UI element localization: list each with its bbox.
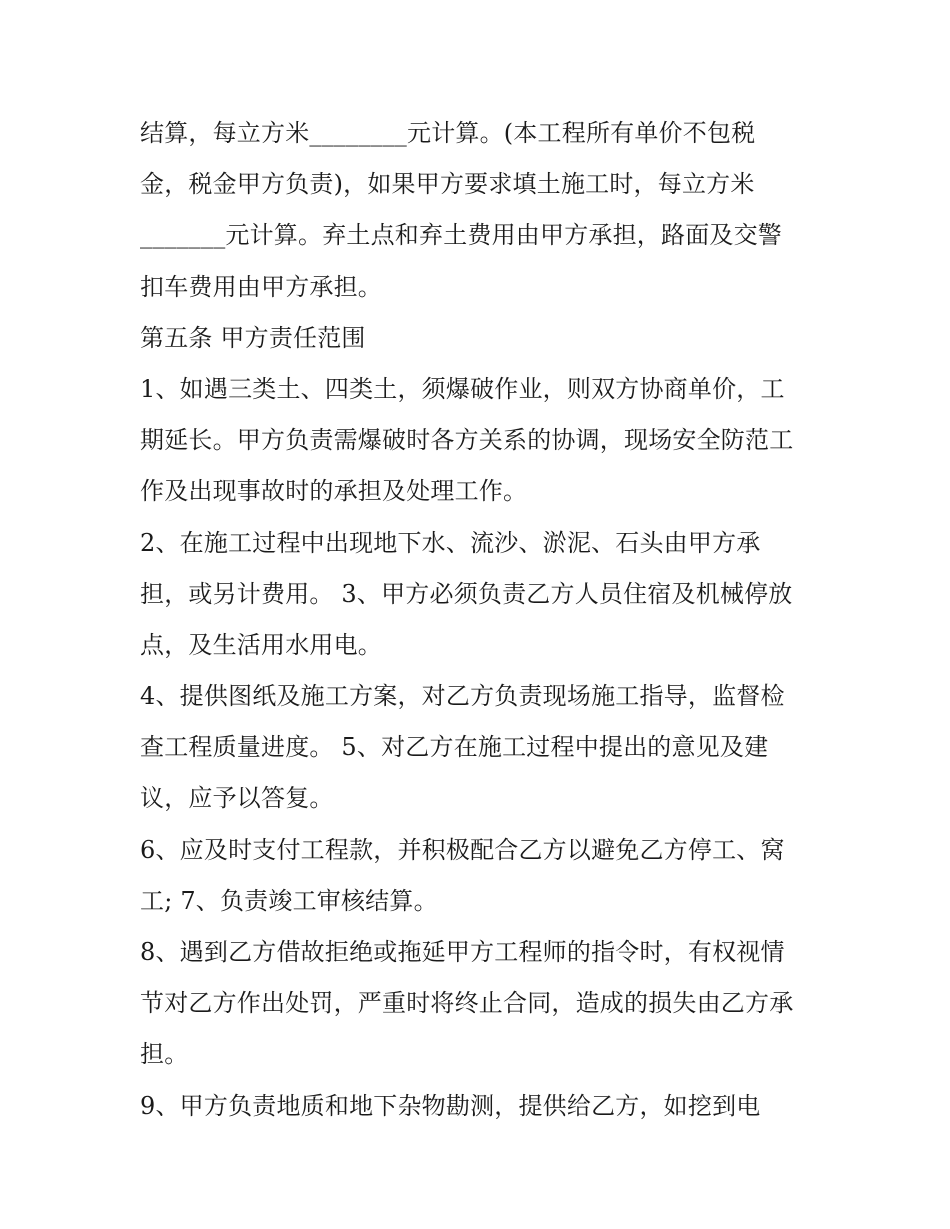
section-heading: 第五条 甲方责任范围 <box>140 323 366 352</box>
text-line: 期延长。甲方负责需爆破时各方关系的协调，现场安全防范工 <box>140 426 794 455</box>
text-line: 担，或另计费用。 3、甲方必须负责乙方人员住宿及机械停放 <box>140 579 793 608</box>
text-line: 节对乙方作出处罚，严重时将终止合同，造成的损失由乙方承 <box>140 989 794 1018</box>
text-line: 担。 <box>140 1040 189 1069</box>
text-line: 结算，每立方米________元计算。(本工程所有单价不包税 <box>140 119 756 147</box>
text-line: 扣车费用由甲方承担。 <box>140 272 382 301</box>
text-line: 8、遇到乙方借故拒绝或拖延甲方工程师的指令时，有权视情 <box>140 938 785 966</box>
text-line: 9、甲方负责地质和地下杂物勘测，提供给乙方，如挖到电 <box>140 1091 761 1120</box>
text-line: 工; 7、负责竣工审核结算。 <box>140 886 438 915</box>
text-line: 6、应及时支付工程款，并积极配合乙方以避免乙方停工、窝 <box>140 835 785 864</box>
text-line: 作及出现事故时的承担及处理工作。 <box>140 477 528 506</box>
text-line: 点，及生活用水用电。 <box>140 630 382 659</box>
text-line: 金，税金甲方负责)，如果甲方要求填土施工时，每立方米 <box>140 170 755 199</box>
text-line: _______元计算。弃土点和弃土费用由甲方承担，路面及交警 <box>140 221 782 250</box>
document-body <box>140 108 820 1132</box>
text-line: 4、提供图纸及施工方案，对乙方负责现场施工指导，监督检 <box>140 682 785 711</box>
text-line: 1、如遇三类土、四类土，须爆破作业，则双方协商单价，工 <box>140 374 785 403</box>
text-line: 2、在施工过程中出现地下水、流沙、淤泥、石头由甲方承 <box>140 528 761 557</box>
text-line: 议，应予以答复。 <box>140 784 334 813</box>
text-line: 查工程质量进度。 5、对乙方在施工过程中提出的意见及建 <box>140 733 769 762</box>
